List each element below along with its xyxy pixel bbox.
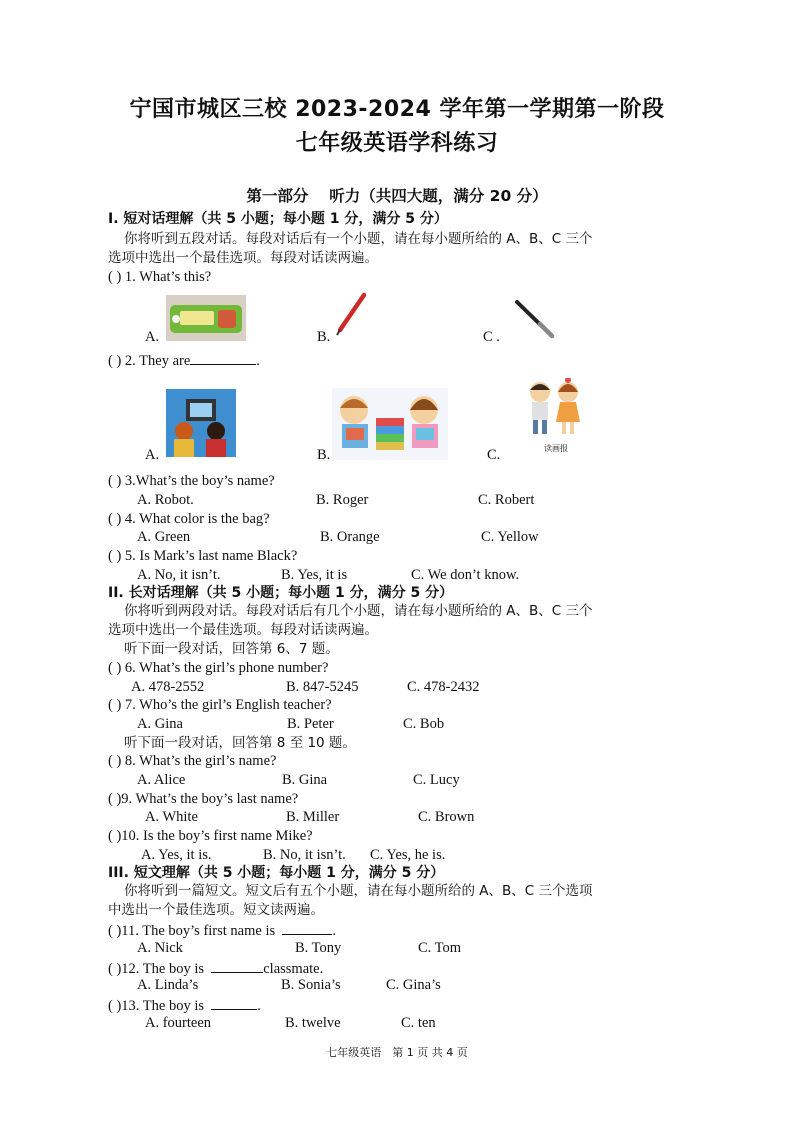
- q9-stem: ( )9. What’s the boy’s last name?: [108, 791, 299, 807]
- q3-option-b: B. Roger: [316, 492, 369, 508]
- q11-option-c: C. Tom: [418, 940, 462, 956]
- q5-stem: ( ) 5. Is Mark’s last name Black?: [108, 548, 298, 564]
- exam-title-line1: 宁国市城区三校 2023-2024 学年第一学期第一阶段: [129, 97, 665, 122]
- q6-option-b: B. 847-5245: [286, 679, 359, 695]
- q11-option-b: B. Tony: [295, 940, 342, 956]
- q9-option-a: A. White: [145, 809, 198, 825]
- q1-red-pencil-image: [334, 292, 370, 336]
- q2-option-a: A.: [145, 447, 160, 463]
- q7-option-a: A. Gina: [137, 716, 183, 732]
- q1-pencil-box-image: [166, 295, 246, 341]
- q2-reading-books-image: [332, 388, 448, 460]
- section1-instruction-1: 你将听到五段对话。每段对话后有一个小题，请在每小题所给的 A、B、C 三个: [124, 231, 593, 247]
- q8-stem: ( ) 8. What’s the girl’s name?: [108, 753, 277, 769]
- q8-option-b: B. Gina: [282, 772, 328, 788]
- q10-option-a: A. Yes, it is.: [141, 847, 212, 863]
- q12-answer-blank: [211, 958, 263, 973]
- q2-option-c: C.: [487, 447, 501, 463]
- q12-stem-text: ( )12. The boy is: [108, 961, 204, 977]
- q2-kids-reading-poster-image: [520, 378, 588, 440]
- q1-option-a: A.: [145, 329, 160, 345]
- section3-instruction-1: 你将听到一篇短文。短文后有五个小题，请在每小题所给的 A、B、C 三个选项: [124, 883, 593, 899]
- q1-option-c: C .: [483, 329, 500, 345]
- q2-stem-end: .: [256, 353, 260, 369]
- q1-pen-image: [514, 299, 556, 341]
- section2-subinstruction-2: 听下面一段对话，回答第 8 至 10 题。: [124, 735, 356, 751]
- section2-heading: II. 长对话理解（共 5 小题；每小题 1 分，满分 5 分）: [108, 585, 454, 601]
- q12-option-a: A. Linda’s: [137, 977, 199, 993]
- section2-subinstruction-1: 听下面一段对话，回答第 6、7 题。: [124, 641, 339, 657]
- section2-instruction-2: 选项中选出一个最佳选项。每段对话读两遍。: [108, 622, 378, 638]
- q6-option-c: C. 478-2432: [407, 679, 480, 695]
- q2-watching-tv-image: [166, 389, 236, 457]
- q12-option-c: C. Gina’s: [386, 977, 441, 993]
- exam-title-line2: 七年级英语学科练习: [295, 131, 499, 156]
- q7-stem: ( ) 7. Who’s the girl’s English teacher?: [108, 697, 332, 713]
- q11-option-a: A. Nick: [137, 940, 183, 956]
- q5-option-a: A. No, it isn’t.: [137, 567, 221, 583]
- q13-answer-blank: [211, 995, 257, 1010]
- q12-stem-end: classmate.: [263, 961, 324, 977]
- q10-option-c: C. Yes, he is.: [370, 847, 446, 863]
- q13-option-c: C. ten: [401, 1015, 436, 1031]
- q6-option-a: A. 478-2552: [131, 679, 205, 695]
- q12-stem: [108, 958, 323, 978]
- q13-stem-text: ( )13. The boy is: [108, 998, 204, 1014]
- q2-poster-caption: 读画报: [544, 444, 568, 453]
- q4-option-b: B. Orange: [320, 529, 380, 545]
- q2-stem-text: ( ) 2. They are: [108, 353, 191, 369]
- q9-option-c: C. Brown: [418, 809, 475, 825]
- q2-answer-blank: [190, 350, 256, 365]
- q1-option-b: B.: [317, 329, 331, 345]
- q8-option-a: A. Alice: [137, 772, 186, 788]
- q11-stem-text: ( )11. The boy’s first name is: [108, 923, 276, 939]
- q12-option-b: B. Sonia’s: [281, 977, 341, 993]
- q11-stem: [108, 920, 336, 940]
- q13-stem-end: .: [257, 998, 261, 1014]
- q2-stem: [108, 350, 260, 370]
- q13-option-a: A. fourteen: [145, 1015, 212, 1031]
- q4-option-c: C. Yellow: [481, 529, 539, 545]
- q4-stem: ( ) 4. What color is the bag?: [108, 511, 270, 527]
- q3-stem: ( ) 3.What’s the boy’s name?: [108, 473, 275, 489]
- q5-option-b: B. Yes, it is: [281, 567, 348, 583]
- q10-option-b: B. No, it isn’t.: [263, 847, 346, 863]
- q13-stem: [108, 995, 261, 1015]
- q11-stem-end: .: [332, 923, 337, 939]
- section3-instruction-2: 中选出一个最佳选项。短文读两遍。: [108, 902, 324, 918]
- q6-stem: ( ) 6. What’s the girl’s phone number?: [108, 660, 329, 676]
- q11-answer-blank: [282, 920, 332, 935]
- q7-option-c: C. Bob: [403, 716, 445, 732]
- section3-heading: III. 短文理解（共 5 小题；每小题 1 分，满分 5 分）: [108, 865, 445, 881]
- q2-option-b: B.: [317, 447, 331, 463]
- part1-title: 第一部分 听力（共四大题，满分 20 分）: [246, 187, 548, 205]
- section1-heading: I. 短对话理解（共 5 小题；每小题 1 分，满分 5 分）: [108, 211, 448, 227]
- q7-option-b: B. Peter: [287, 716, 334, 732]
- q13-option-b: B. twelve: [285, 1015, 341, 1031]
- q9-option-b: B. Miller: [286, 809, 340, 825]
- q1-stem: ( ) 1. What’s this?: [108, 269, 212, 285]
- q8-option-c: C. Lucy: [413, 772, 460, 788]
- section2-instruction-1: 你将听到两段对话。每段对话后有几个小题，请在每小题所给的 A、B、C 三个: [124, 603, 593, 619]
- q5-option-c: C. We don’t know.: [411, 567, 520, 583]
- page-footer: 七年级英语 第 1 页 共 4 页: [326, 1046, 468, 1059]
- q4-option-a: A. Green: [137, 529, 191, 545]
- q3-option-c: C. Robert: [478, 492, 535, 508]
- section1-instruction-2: 选项中选出一个最佳选项。每段对话读两遍。: [108, 250, 378, 266]
- q3-option-a: A. Robot.: [137, 492, 194, 508]
- q10-stem: ( )10. Is the boy’s first name Mike?: [108, 828, 313, 844]
